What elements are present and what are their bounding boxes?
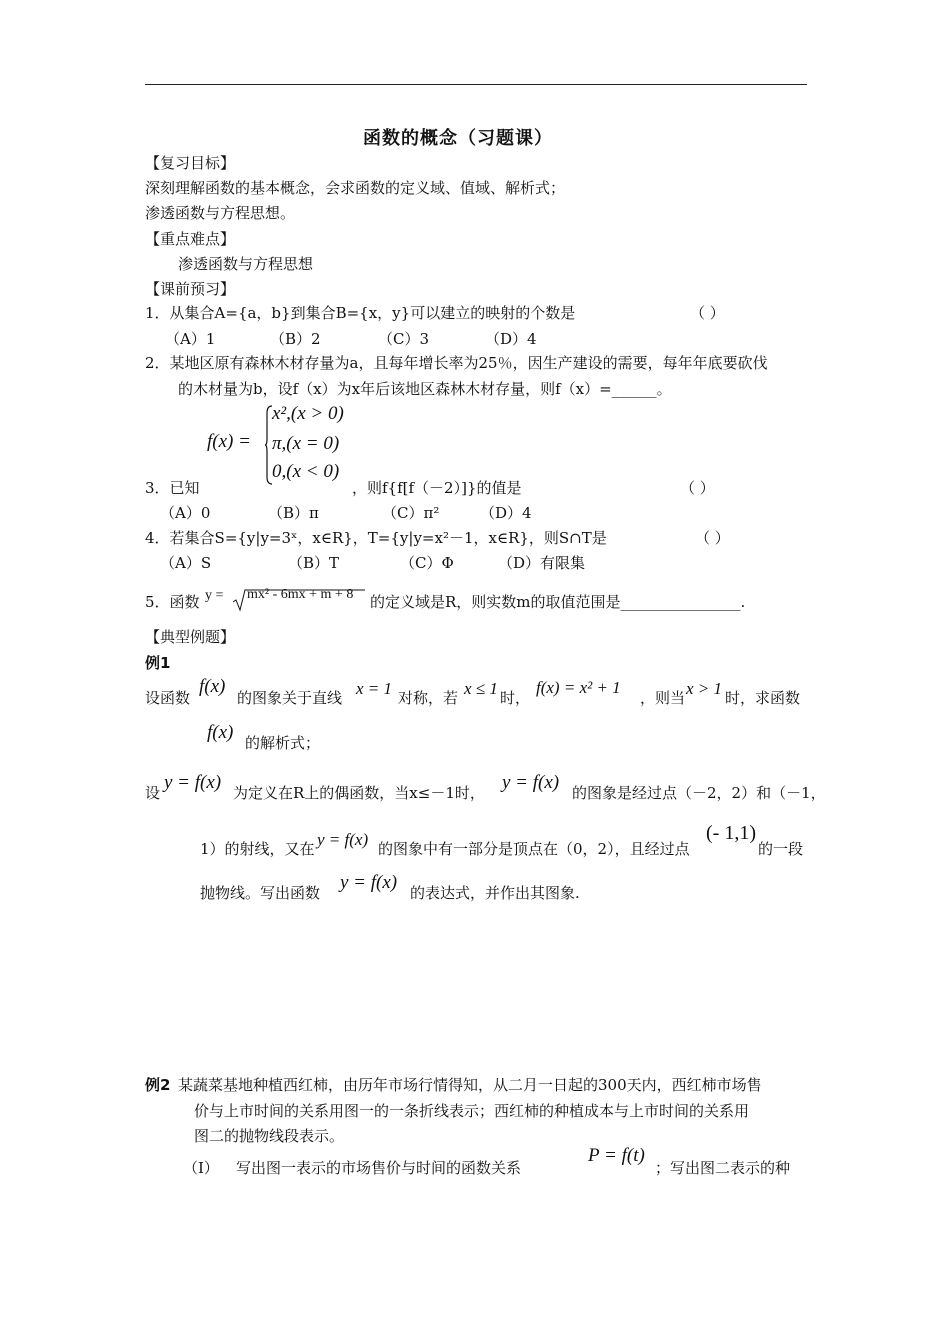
question-3-option-a: （A）0 <box>160 504 211 522</box>
example-1-text-n: 抛物线。写出函数 <box>200 884 321 902</box>
question-2-line-1: 2．某地区原有森林木材存量为a，且每年增长率为25％，因生产建设的需要，每年年底要砍伐 <box>145 354 768 372</box>
example-1-fx: f(x) <box>199 676 226 697</box>
example-2-line-3: 图二的抛物线段表示。 <box>194 1127 345 1145</box>
question-1-option-a: （A）1 <box>165 330 216 348</box>
question-4-text: 4．若集合S={y|y=3ˣ，x∈R}，T={y|y=x²－1，x∈R}，则S∩T是 <box>145 529 607 547</box>
example-1-text-f: 时，求函数 <box>725 689 801 707</box>
question-1-option-b: （B）2 <box>270 330 321 348</box>
example-1-text-m: 的一段 <box>758 840 804 858</box>
page-title: 函数的概念（习题课） <box>363 128 553 149</box>
example-1-text-j: 的图象是经过点（－2，2）和（－1， <box>572 784 826 802</box>
question-5-lead: 5．函数 <box>145 593 200 611</box>
example-1-text-c: 对称，若 <box>398 689 459 707</box>
example-1-text-l: 的图象中有一部分是顶点在（0，2），且经过点 <box>378 840 690 858</box>
question-4-option-c: （C）Φ <box>400 554 454 572</box>
piecewise-lhs: f(x) = <box>207 431 251 452</box>
example-1-text-a: 设函数 <box>145 689 191 707</box>
question-5-y-equals: y = <box>205 588 224 603</box>
review-line-2: 渗透函数与方程思想。 <box>145 204 296 222</box>
question-1-option-c: （C）3 <box>378 330 430 348</box>
piecewise-case-2: π,(x = 0) <box>272 433 340 454</box>
example-1-x-gt-1: x > 1 <box>686 679 723 698</box>
example-1-label: 例1 <box>145 654 171 672</box>
question-1-answer-blank: （ ） <box>690 304 725 322</box>
example-2-sub-label: （I） <box>183 1159 219 1177</box>
preview-header: 【课前预习】 <box>145 280 236 298</box>
example-1-text-d: 时， <box>500 689 531 707</box>
question-5-tail: 的定义域是R，则实数m的取值范围是________________. <box>370 593 746 611</box>
example-1-text-b: 的图象关于直线 <box>237 689 343 707</box>
piecewise-case-1: x²,(x > 0) <box>272 403 344 424</box>
example-2-line-2: 价与上市时间的关系用图一的一条折线表示；西红柿的种植成本与上市时间的关系用 <box>194 1102 750 1120</box>
example-1-point: (- 1,1) <box>706 822 756 844</box>
question-4-option-b: （B）T <box>288 554 340 572</box>
example-1-text-k: 1）的射线，又在 <box>200 840 315 858</box>
example-1-text-e: ，则当 <box>640 689 686 707</box>
example-1-line-x1: x = 1 <box>356 679 393 698</box>
example-2-line-1: 某蔬菜基地种植西红柿，由历年市场行情得知，从二月一日起的300天内，西红柿市场售 <box>178 1076 762 1094</box>
review-header: 【复习目标】 <box>145 154 236 172</box>
example-1-text-i: 为定义在R上的偶函数，当x≤－1时， <box>233 784 485 802</box>
example-1-text-g: 的解析式； <box>245 734 321 752</box>
question-3-option-c: （C）π² <box>382 504 440 522</box>
example-2-price-eq: P = f(t) <box>588 1145 645 1166</box>
question-3-tail: ，则f{f[f（－2）]}的值是 <box>352 479 522 497</box>
header-rule <box>145 84 807 85</box>
example-1-y-fx-4: y = f(x) <box>340 872 398 893</box>
key-line: 渗透函数与方程思想 <box>178 255 314 273</box>
question-4-option-d: （D）有限集 <box>498 554 586 572</box>
example-1-y-fx-3: y = f(x) <box>317 830 369 849</box>
example-2-sub-text-a: 写出图一表示的市场售价与时间的函数关系 <box>236 1159 522 1177</box>
question-1-text: 1．从集合A={a，b}到集合B={x，y}可以建立的映射的个数是 <box>145 304 576 322</box>
review-line-1: 深刻理解函数的基本概念，会求函数的定义域、值域、解析式； <box>145 179 566 197</box>
example-1-y-fx-1: y = f(x) <box>164 772 222 793</box>
example-1-x-le-1: x ≤ 1 <box>464 679 498 698</box>
question-1-option-d: （D）4 <box>485 330 537 348</box>
question-3-lead: 3．已知 <box>145 479 200 497</box>
question-2-line-2: 的木材量为b，设f（x）为x年后该地区森林木材存量，则f（x）=______。 <box>178 380 672 398</box>
example-1-text-h: 设 <box>145 784 161 802</box>
example-1-fx-2: f(x) <box>207 722 234 743</box>
example-2-sub-text-b: ；写出图二表示的种 <box>655 1159 791 1177</box>
question-3-answer-blank: （ ） <box>680 479 715 497</box>
question-3-option-b: （B）π <box>268 504 319 522</box>
question-4-answer-blank: （ ） <box>695 529 730 547</box>
example-1-y-fx-2: y = f(x) <box>502 772 560 793</box>
question-5-radicand: mx² - 6mx + m + 8 <box>247 587 354 602</box>
key-header: 【重点难点】 <box>145 230 236 248</box>
question-3-option-d: （D）4 <box>480 504 532 522</box>
example-1-text-o: 的表达式，并作出其图象. <box>410 884 580 902</box>
question-4-option-a: （A）S <box>160 554 212 572</box>
examples-header: 【典型例题】 <box>145 628 236 646</box>
piecewise-case-3: 0,(x < 0) <box>272 461 340 482</box>
example-1-given-eq: f(x) = x² + 1 <box>536 678 621 697</box>
example-2-label: 例2 <box>145 1076 171 1094</box>
